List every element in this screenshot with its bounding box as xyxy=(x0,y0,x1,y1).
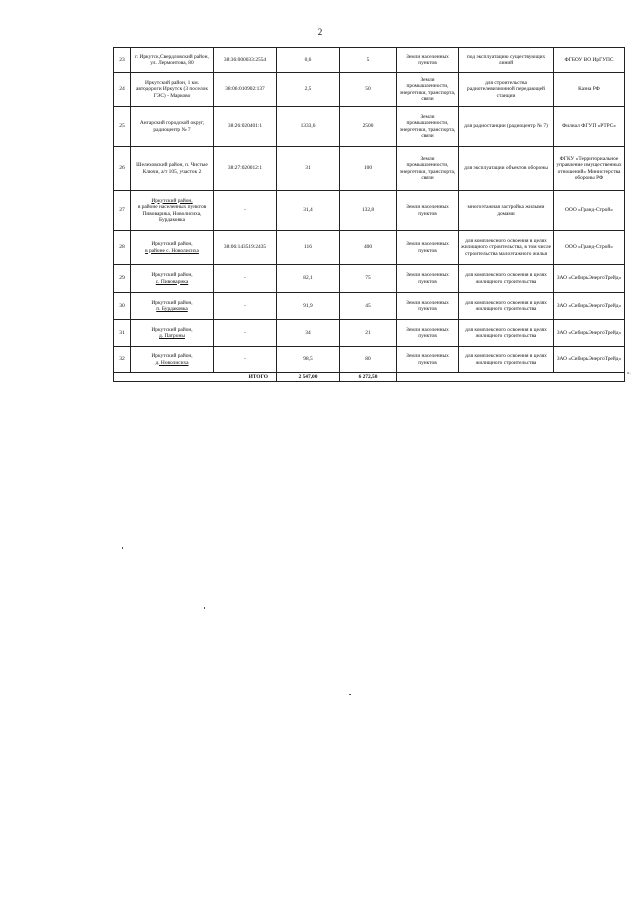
payment-cell: 21 xyxy=(340,320,397,347)
row-number: 26 xyxy=(114,147,131,191)
cadastral-cell: 38:26:020401:1 xyxy=(214,107,277,147)
scan-speck xyxy=(349,694,351,695)
organization-cell: ЗАО «СибирьЭнергоТрейд» xyxy=(554,320,625,347)
cadastral-cell: - xyxy=(214,265,277,293)
organization-cell: Филиал ФГУП «РТРС» xyxy=(554,107,625,147)
scan-speck xyxy=(204,607,205,609)
organization-cell: ЗАО «СибирьЭнергоТрейд» xyxy=(554,265,625,293)
location-cell: Иркутский район, 1 км. автодороги Иркутск (3 поселок ГЭС) - Марково xyxy=(131,73,214,107)
row-number: 25 xyxy=(114,107,131,147)
purpose-cell: для радиостанции (радиоцентр № 7) xyxy=(459,107,554,147)
location-district: Иркутский район, xyxy=(151,241,193,248)
land-plots-table xyxy=(113,47,625,382)
area-cell: 34 xyxy=(277,320,340,347)
purpose-cell: для комплексного освоения в целях жилищного строительства, в том числе строительства малоэтажного жилья xyxy=(459,231,554,265)
category-cell: Земли населенных пунктов xyxy=(397,48,459,73)
purpose-cell: многоэтажная застройка жилыми домами xyxy=(459,191,554,231)
cadastral-cell: 38:06:010902:137 xyxy=(214,73,277,107)
category-cell: Земли населенных пунктов xyxy=(397,231,459,265)
table-row xyxy=(114,48,625,73)
payment-cell: 5 xyxy=(340,48,397,73)
location-locality: в районе населенных пунктов Пивоварика, Новолисиха, Бурдаковка xyxy=(137,204,207,223)
location-locality: п. Бурдаковка xyxy=(156,306,188,312)
total-label: ИТОГО xyxy=(114,373,277,382)
cadastral-cell: 38:36:000033:2554 xyxy=(214,48,277,73)
category-cell: Земли промышленности, энергетики, транспорта, связи xyxy=(397,73,459,107)
area-cell: 98,5 xyxy=(277,347,340,373)
cadastral-cell: 38:27:020012:1 xyxy=(214,147,277,191)
purpose-cell: под эксплуатацию существующих линий xyxy=(459,48,554,73)
area-cell: 91,9 xyxy=(277,293,340,320)
location-cell xyxy=(131,191,214,231)
table-row xyxy=(114,320,625,347)
table-row xyxy=(114,293,625,320)
payment-cell: 75 xyxy=(340,265,397,293)
purpose-cell: для комплексного освоения в целях жилищного строительства xyxy=(459,293,554,320)
table-row xyxy=(114,265,625,293)
category-cell: Земли населенных пунктов xyxy=(397,320,459,347)
closing-quote-mark: ». xyxy=(627,371,631,376)
purpose-cell: для строительства радиотелевизионной передающей станции xyxy=(459,73,554,107)
payment-cell: 100 xyxy=(340,147,397,191)
payment-cell: 400 xyxy=(340,231,397,265)
total-empty-cell xyxy=(397,373,625,382)
payment-cell: 50 xyxy=(340,73,397,107)
total-payment: 6 272,50 xyxy=(340,373,397,382)
location-locality: д. Патроны xyxy=(159,333,185,339)
row-number: 24 xyxy=(114,73,131,107)
area-cell: 82,1 xyxy=(277,265,340,293)
purpose-cell: для эксплуатации объектов обороны xyxy=(459,147,554,191)
purpose-cell: для комплексного освоения в целях жилищного строительства xyxy=(459,320,554,347)
location-cell xyxy=(131,320,214,347)
category-cell: Земли промышленности, энергетики, транспорта, связи xyxy=(397,107,459,147)
row-number: 32 xyxy=(114,347,131,373)
area-cell: 1333,6 xyxy=(277,107,340,147)
organization-cell: ООО «Гранд-Строй» xyxy=(554,231,625,265)
location-cell: Шелеховский район, п. Чистые Ключи, а/т 105, участок 2 xyxy=(131,147,214,191)
organization-cell: ЗАО «СибирьЭнергоТрейд» xyxy=(554,347,625,373)
organization-cell: ООО «Гранд-Строй» xyxy=(554,191,625,231)
total-row xyxy=(114,373,625,382)
location-district: Иркутский район, xyxy=(151,197,193,204)
purpose-cell: для комплексного освоения в целях жилищного строительства xyxy=(459,265,554,293)
location-district: Иркутский район, xyxy=(151,353,193,360)
area-cell: 0,6 xyxy=(277,48,340,73)
scan-speck xyxy=(122,547,123,549)
location-cell xyxy=(131,231,214,265)
payment-cell: 45 xyxy=(340,293,397,320)
location-locality: в районе с. Новолисиха xyxy=(145,247,199,254)
row-number: 29 xyxy=(114,265,131,293)
payment-cell: 132,8 xyxy=(340,191,397,231)
row-number: 31 xyxy=(114,320,131,347)
category-cell: Земли населенных пунктов xyxy=(397,347,459,373)
payment-cell: 80 xyxy=(340,347,397,373)
cadastral-cell: - xyxy=(214,347,277,373)
location-cell xyxy=(131,347,214,373)
category-cell: Земли населенных пунктов xyxy=(397,265,459,293)
cadastral-cell: 38:06:143519:2435 xyxy=(214,231,277,265)
table-row xyxy=(114,191,625,231)
organization-cell: ФГБОУ ВО ИрГУПС xyxy=(554,48,625,73)
row-number: 28 xyxy=(114,231,131,265)
location-district: Иркутский район, xyxy=(151,272,193,279)
area-cell: 31 xyxy=(277,147,340,191)
location-cell xyxy=(131,293,214,320)
category-cell: Земли промышленности, энергетики, транспорта, связи xyxy=(397,147,459,191)
organization-cell: Казна РФ xyxy=(554,73,625,107)
row-number: 27 xyxy=(114,191,131,231)
location-district: Иркутский район, xyxy=(151,299,193,306)
row-number: 23 xyxy=(114,48,131,73)
table-row xyxy=(114,73,625,107)
area-cell: 31,4 xyxy=(277,191,340,231)
table-row xyxy=(114,107,625,147)
purpose-cell: для комплексного освоения в целях жилищного строительства xyxy=(459,347,554,373)
location-locality: с. Пивоварика xyxy=(155,278,189,285)
table-row xyxy=(114,147,625,191)
payment-cell: 2500 xyxy=(340,107,397,147)
cadastral-cell: - xyxy=(214,293,277,320)
location-district: Иркутский район, xyxy=(151,326,193,333)
cadastral-cell: - xyxy=(214,320,277,347)
table-row xyxy=(114,231,625,265)
page-number: 2 xyxy=(317,27,323,37)
location-cell xyxy=(131,265,214,293)
category-cell: Земли населенных пунктов xyxy=(397,293,459,320)
location-locality: д. Новолисиха xyxy=(155,359,189,366)
area-cell: 116 xyxy=(277,231,340,265)
location-cell: г. Иркутск,Свердловский район, ул. Лермонтова, 80 xyxy=(131,48,214,73)
row-number: 30 xyxy=(114,293,131,320)
organization-cell: ЗАО «СибирьЭнергоТрейд» xyxy=(554,293,625,320)
location-cell: Ангарский городской округ, радиоцентр № 7 xyxy=(131,107,214,147)
table-row xyxy=(114,347,625,373)
organization-cell: ФГКУ «Территориальное управление имущественных отношений» Министерства обороны РФ xyxy=(554,147,625,191)
area-cell: 2,5 xyxy=(277,73,340,107)
category-cell: Земли населенных пунктов xyxy=(397,191,459,231)
cadastral-cell: - xyxy=(214,191,277,231)
total-area: 2 547,00 xyxy=(277,373,340,382)
